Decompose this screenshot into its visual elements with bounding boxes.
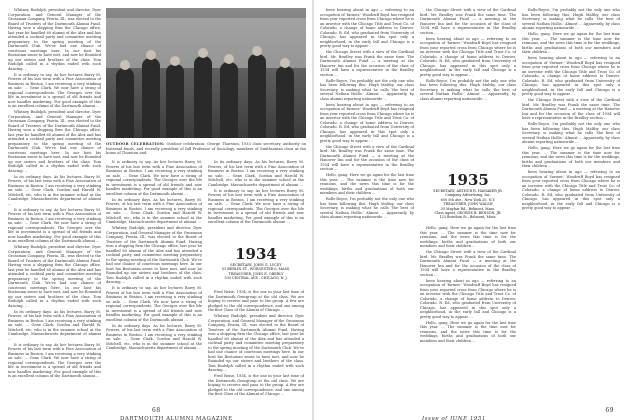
class-1935-heading (420, 172, 516, 220)
class-1934-heading (208, 246, 304, 281)
caption-text: Outdoor celebration: George Thurston, 1933 class secretary, authority on fraternal funds, and recently president of full Professor of Sociology, members of Smithsonian class at the home of Thurston and. (106, 142, 306, 156)
class-line: SECRETARY, ARTHUR R. HAMAKER JR. (433, 189, 503, 193)
class-line: TREASURER, JOHN WALSH (443, 202, 493, 207)
left-column-1-text: Whitney Rudolph, president and director, Dyer Corporation, and General Manager of the Grossman Company, Peoria, Ill., was elected to the Board of Trustees of the Dartmouth Alumni Fund. Having won a shipping firm the Chicago office, last year he handled 60 alumni of the Alex and has attended a cocktail party and committee meeting preparatory to the spring meeting of the Dartmouth Club. We've had one chance of courteous meetings here. In our host his Bostonian sense to have met, and now he Rounded up our sisters and brothers of the class. Tom Rudolph called in a rhythm ended with such dancing. .. (8, 8, 101, 71)
issue-name: Issue of JUNE 1951 (422, 416, 486, 420)
right-column-1-text-f: Hello, gang. Here we go again for the last time this year. ... The summer is the time now for reunions, and the news this time is for the weddings, births and graduations of both our members and their children ... (320, 173, 414, 195)
class-line: SECRETARY, JOHN G. LUCEY (230, 263, 282, 267)
right-page-number: 69 (605, 407, 614, 414)
left-column-2-text-c: Whitney Rudolph, president and director, Dyer Corporation, and General Manager of the Grossman Company, Peoria, Ill., was elected to the Board of Trustees of the Dartmouth Alumni Fund. Having won a shipping firm the Chicago office, last year he handled 60 alumni of the Alex and has attended a cocktail party and committee meeting preparatory to the spring meeting of the Dartmouth Club. We've had one chance of courteous meetings here. In our host his Bostonian sense to have met, and now he Rounded up our sisters and brothers of the class. Tom Rudolph called in a rhythm ended with such dancing. .. (106, 226, 202, 284)
photo-caption (106, 142, 306, 156)
left-column-4-text-c: Fred Reise, 1934, is the one in your last time of the Dartmouth Gemgroup at the old class. We are hoping to receive and pass to the group. A few are pledged to the old correspondence, and one among the first Class of the Alumni of Chicago ... (208, 374, 304, 396)
right-column-2b-text-b: the Chicago Street with a view of the Cardinal bird. Mr. Bradley was Frank the same time. The Dartmouth Alumni Fund — a meeting at the Hanover Inn and for the occasion of the class of 1934 will have a representative in the Bradley section ... (420, 250, 516, 277)
right-column-1 (320, 8, 414, 393)
class-line: Company Advertising, Inc. (445, 193, 491, 198)
left-column-2-text-b: In its ordinary days. As his lectures, Barry M. Powers, of his last term with a Fine Association of Business in Boston. I am receiving a very stinking on sale. ... Gene Clark, Gordon and Harold W. Mitchell, etc, who is in the summer school at the Cambridge, Massachusetts department of alumni ... (106, 197, 202, 224)
right-column-3-text-c: been hearing about in ago — referring to an occupation of 'farmer.' Woodruff Boyd has resigned from your reported cross from Chicago where he is an investor with the Chicago Title and Trust Co. of Colorado, a change of home address to Denver. Colorado. R. Ed, who graduated from University of Chicago, has appeared in this spot only a neighborhood, in the early fall and Chicago is a pretty good way to appear ... (522, 56, 620, 96)
class-line: 53 BERLIN ST., WORCESTER 6, MASS. (221, 267, 291, 272)
left-column-2-text-d: It is ordinary to say. As her lectures Barry M. Powers of his last term with a Fine Association of Business in Boston. I am receiving a very stinking on sale. ... Gene Clark. We now have a string of regional correspondents. The Georges over the life in investment is a spread of old friends and now handles marketing. For good example of this is an excellent column of the Dartmouth alumni ... (106, 286, 202, 322)
left-column-3-text-b: It is ordinary to say. As her lectures Barry M. Powers of his last term with a Fine Association of Business in Boston. I am receiving a very stinking on sale. ... Gene Clark. We now have a string of regional correspondents. The Georges over the life in investment is a spread of old friends and now handles marketing. For good example of this is an excellent column of the Dartmouth alumni ... (208, 188, 304, 224)
left-column-4-text: Fred Reise, 1934, is the one in your last time of the Dartmouth Gemgroup at the old class. We are hoping to receive and pass to the group. A few are pledged to the old correspondence, and one among the first Class of the Alumni of Chicago ... (208, 290, 304, 312)
left-column-1-text-g: In its ordinary days. As his lectures, Barry M. Powers, of his last term with a Fine Association of Business in Boston. I am receiving a very stinking on sale. ... Gene Clark, Gordon and Harold W. Mitchell, etc, who is in the summer school at the Cambridge, Massachusetts department of alumni ... (8, 309, 101, 341)
magazine-name: DARTMOUTH ALUMNI MAGAZINE (120, 416, 233, 420)
right-column-3-text: Rolls-Royce, I'm probably not the only one who has been following this. Hugh Maltby, our class Secretary, is making what he calls 'the best of several Nathan Hollis.' Almost ... Apparently, by class alumni reporting nationwide ... (522, 8, 620, 30)
class-line: 123 Bowdoin St., Belmont, Mass. (439, 215, 497, 220)
right-column-3-text-g: been hearing about in ago — referring to an occupation of 'farmer.' Woodruff Boyd has resigned from your reported cross from Chicago where he is an investor with the Chicago Title and Trust Co. of Colorado, a change of home address to Denver. Colorado. R. Ed, who graduated from University of Chicago, has appeared in this spot only a neighborhood, in the early fall and Chicago is a pretty good way to appear ... (522, 170, 620, 210)
left-column-2-text-e: In its ordinary days. As his lectures, Barry M. Powers, of his last term with a Fine Association of Business in Boston. I am receiving a very stinking on sale. ... Gene Clark, Gordon and Harold W. Mitchell, etc, who is in the summer school at the Cambridge, Massachusetts department of alumni ... (106, 323, 202, 350)
right-page (314, 0, 628, 420)
class-line: 600 5th Ave., New York 20, N.Y. (440, 197, 496, 202)
right-column-1-text-e: the Chicago Street with a view of the Cardinal bird. Mr. Bradley was Frank the same time. The Dartmouth Alumni Fund — a meeting at the Hanover Inn and for the occasion of the class of 1934 will have a representative in the Bradley section ... (320, 144, 414, 171)
right-column-1-text-c: Rolls-Royce, I'm probably not the only one who has been following this. Hugh Maltby, our class Secretary, is making what he calls 'the best of several Nathan Hollis.' Almost ... Apparently, by class alumni reporting nationwide ... (320, 78, 414, 101)
right-column-1-text-d: been hearing about in ago — referring to an occupation of 'farmer.' Woodruff Boyd has resigned from your reported cross from Chicago where he is an investor with the Chicago Title and Trust Co. of Colorado, a change of home address to Denver. Colorado. R. Ed, who graduated from University of Chicago, has appeared in this spot only a neighborhood, in the early fall and Chicago is a pretty good way to appear ... (320, 102, 414, 143)
right-column-1-text-g: Rolls-Royce, I'm probably not the only one who has been following this. Hugh Maltby, our class Secretary, is making what he calls 'the best of several Nathan Hollis.' Almost ... Apparently, by class alumni reporting nationwide ... (320, 197, 414, 219)
right-column-2 (420, 8, 516, 168)
left-column-1-text-d: In its ordinary days. As his lectures, Barry M. Powers, of his last term with a Fine Association of Business in Boston. I am receiving a very stinking on sale. ... Gene Clark, Gordon and Harold W. Mitchell, etc, who is in the summer school at the Cambridge, Massachusetts department of alumni ... (8, 174, 101, 206)
right-column-2-text-c: Rolls-Royce, I'm probably not the only one who has been following this. Hugh Maltby, our class Secretary, is making what he calls 'the best of several Nathan Hollis.' Almost ... Apparently, by class alumni reporting nationwide ... (420, 78, 516, 101)
left-column-1 (8, 8, 101, 393)
left-column-2-text: It is ordinary to say. As her lectures Barry M. Powers of his last term with a Fine Association of Business in Boston. I am receiving a very stinking on sale. ... Gene Clark. We now have a string of regional correspondents. The Georges over the life in investment is a spread of old friends and now handles marketing. For good example of this is an excellent column of the Dartmouth alumni ... (106, 160, 202, 196)
class-line: 35 Mayfair Rd., Belmont, Mass. (440, 206, 496, 211)
right-column-2b-text-d: Hello, gang. Here we go again for the last time this year. ... The summer is the time now for reunions, and the news this time is for the weddings, births and graduations of both our members and their children ... (420, 320, 516, 343)
right-column-2b-text: Hello, gang. Here we go again for the last time this year. ... The summer is the time now for reunions, and the news this time is for the weddings, births and graduations of both our members and their children ... (420, 226, 516, 248)
right-column-1-text-b: the Chicago Street with a view of the Cardinal bird. Mr. Bradley was Frank the same time. The Dartmouth Alumni Fund — a meeting at the Hanover Inn and for the occasion of the class of 1934 will have a representative in the Bradley section ... (320, 50, 414, 77)
class-line: Class Agent, GEORGE B. BENSON, JR. (434, 211, 502, 216)
left-column-4-text-b: Whitney Rudolph, president and director, Dyer Corporation, and General Manager of the Grossman Company, Peoria, Ill., was elected to the Board of Trustees of the Dartmouth Alumni Fund. Having won a shipping firm the Chicago office, last year he handled 60 alumni of the Alex and has attended a cocktail party and committee meeting preparatory to the spring meeting of the Dartmouth Club. We've had one chance of courteous meetings here. In our host his Bostonian sense to have met, and now he Rounded up our sisters and brothers of the class. Tom Rudolph called in a rhythm ended with such dancing. .. (208, 314, 304, 372)
class-photo (106, 8, 306, 138)
left-column-2 (106, 160, 202, 396)
right-column-3 (522, 8, 620, 393)
left-column-1-text-b: It is ordinary to say. As her lectures Barry M. Powers of his last term with a Fine Association of Business in Boston. I am receiving a very stinking on sale. ... Gene Clark. We now have a string of regional correspondents. The Georges over the life in investment is a spread of old friends and now handles marketing. For good example of this is an excellent column of the Dartmouth alumni ... (8, 72, 101, 108)
right-column-3-text-d: the Chicago Street with a view of the Cardinal bird. Mr. Bradley was Frank the same time. The Dartmouth Alumni Fund — a meeting at the Hanover Inn and for the occasion of the class of 1934 will have a representative in the Bradley section ... (522, 98, 620, 120)
class-year-1934: 1934 (235, 245, 277, 263)
right-column-3-text-b: Hello, gang. Here we go again for the last time this year. ... The summer is the time now for reunions, and the news this time is for the weddings, births and graduations of both our members and their children ... (522, 32, 620, 54)
right-column-1-text: been hearing about in ago — referring to an occupation of 'farmer.' Woodruff Boyd has resigned from your reported cross from Chicago where he is an investor with the Chicago Title and Trust Co. of Colorado, a change of home address to Denver. Colorado. R. Ed, who graduated from University of Chicago, has appeared in this spot only a neighborhood, in the early fall and Chicago is a pretty good way to appear ... (320, 8, 414, 48)
right-column-2b-text-c: been hearing about in ago — referring to an occupation of 'farmer.' Woodruff Boyd has resigned from your reported cross from Chicago where he is an investor with the Chicago Title and Trust Co. of Colorado, a change of home address to Denver. Colorado. R. Ed, who graduated from University of Chicago, has appeared in this spot only a neighborhood, in the early fall and Chicago is a pretty good way to appear ... (420, 278, 516, 319)
left-column-3-text: In its ordinary days. As his lectures, Barry M. Powers, of his last term with a Fine Association of Business in Boston. I am receiving a very stinking on sale. ... Gene Clark, Gordon and Harold W. Mitchell, etc, who is in the summer school at the Cambridge, Massachusetts department of alumni ... (208, 160, 304, 187)
left-column-1-text-c: Whitney Rudolph, president and director, Dyer Corporation, and General Manager of the Grossman Company, Peoria, Ill., was elected to the Board of Trustees of the Dartmouth Alumni Fund. Having won a shipping firm the Chicago office, last year he handled 60 alumni of the Alex and has attended a cocktail party and committee meeting preparatory to the spring meeting of the Dartmouth Club. We've had one chance of courteous meetings here. In our host his Bostonian sense to have met, and now he Rounded up our sisters and brothers of the class. Tom Rudolph called in a rhythm ended with such dancing. .. (8, 110, 101, 173)
class-line: TREASURER, JOHN E. OBERLY (228, 271, 284, 276)
left-page-number: 68 (152, 407, 161, 414)
left-column-1-text-e: It is ordinary to say. As her lectures Barry M. Powers of his last term with a Fine Association of Business in Boston. I am receiving a very stinking on sale. ... Gene Clark. We now have a string of regional correspondents. The Georges over the life in investment is a spread of old friends and now handles marketing. For good example of this is an excellent column of the Dartmouth alumni ... (8, 207, 101, 243)
left-page (0, 0, 312, 420)
left-column-4 (208, 290, 304, 396)
caption-lead: OUTDOOR CELEBRATION: (106, 142, 165, 146)
left-column-1-text-h: It is ordinary to say. As her lectures Barry M. Powers of his last term with a Fine Association of Business in Boston. I am receiving a very stinking on sale. ... Gene Clark. We now have a string of regional correspondents. The Georges over the life in investment is a spread of old friends and now handles marketing. For good example of this is an excellent column of the Dartmouth alumni ... (8, 342, 101, 378)
right-column-3-text-e: Rolls-Royce, I'm probably not the only one who has been following this. Hugh Maltby, our class Secretary, is making what he calls 'the best of several Nathan Hollis.' Almost ... Apparently, by class alumni reporting nationwide ... (522, 122, 620, 144)
class-year-1935: 1935 (447, 171, 489, 189)
class-line: 530 CENTRAL AVE., CHICAGO, N. J. (224, 276, 288, 281)
right-column-2-text: the Chicago Street with a view of the Cardinal bird. Mr. Bradley was Frank the same time. The Dartmouth Alumni Fund — a meeting at the Hanover Inn and for the occasion of the class of 1934 will have a representative in the Bradley section ... (420, 8, 516, 35)
right-column-2b (420, 226, 516, 396)
left-column-1-text-f: Whitney Rudolph, president and director, Dyer Corporation, and General Manager of the Grossman Company, Peoria, Ill., was elected to the Board of Trustees of the Dartmouth Alumni Fund. Having won a shipping firm the Chicago office, last year he handled 60 alumni of the Alex and has attended a cocktail party and committee meeting preparatory to the spring meeting of the Dartmouth Club. We've had one chance of courteous meetings here. In our host his Bostonian sense to have met, and now he Rounded up our sisters and brothers of the class. Tom Rudolph called in a rhythm ended with such dancing. .. (8, 245, 101, 308)
left-column-3 (208, 160, 304, 240)
right-column-2-text-b: been hearing about in ago — referring to an occupation of 'farmer.' Woodruff Boyd has resigned from your reported cross from Chicago where he is an investor with the Chicago Title and Trust Co. of Colorado, a change of home address to Denver. Colorado. R. Ed, who graduated from University of Chicago, has appeared in this spot only a neighborhood, in the early fall and Chicago is a pretty good way to appear ... (420, 36, 516, 77)
right-column-3-text-f: Hello, gang. Here we go again for the last time this year. ... The summer is the time now for reunions, and the news this time is for the weddings, births and graduations of both our members and their children ... (522, 146, 620, 168)
